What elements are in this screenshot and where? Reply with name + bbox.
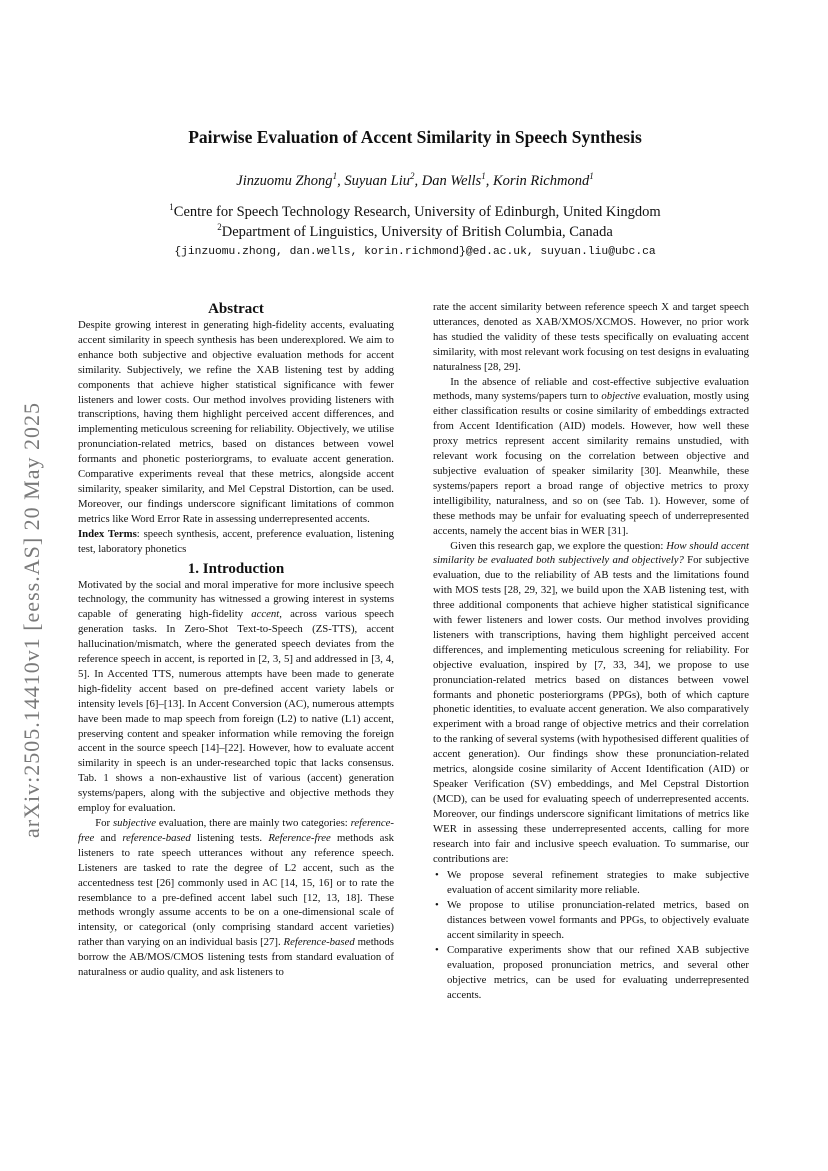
right-column [433,300,749,1003]
author: Dan Wells [421,173,482,189]
list-item-text: We propose several refinement strategies to make subjective evaluation of accent similarity more reliable. [447,869,749,897]
intro-paragraph [78,816,394,980]
text-run: Motivated by the social and moral imperative for more inclusive speech technology, the community has witnessed a growing interest in systems capable of generating high-fidelity [78,578,394,621]
text-run: evaluation, mostly using either classification results or cosine similarity of embeddings extracted from Accent Identification (AID) models. However, how well these proxy metrics represent accent similarity remains unstudied, with relevant work focusing on the correlation between objective and subjective evaluation of speaker similarity [30]. Meanwhile, these systems/papers report a broad range of objective metrics to proxy intelligibility, naturalness, and so on (see Tab. 1). However, some of these methods may be unfair for evaluating speech of underrepresented accents, namely the accent bias in WER [31]. [433,390,750,537]
paper-title: Pairwise Evaluation of Accent Similarity in Speech Synthesis [188,127,642,147]
intro-paragraph: rate the accent similarity between reference speech X and target speech utterances, denoted as XAB/XMOS/XCMOS. However, no prior work has studied the validity of these tests specifically on evaluating accent similarity, with most relevant work focusing on test designs in evaluating naturalness [28, 29]. [433,301,749,373]
list-item [433,943,749,1003]
affiliations [80,202,750,242]
author-affil-mark: 1 [332,171,338,182]
index-terms-label: Index Terms [78,527,137,540]
emphasis: reference-free [78,817,394,844]
author-list [80,172,750,190]
text-run: In the absence of reliable and cost-effective subjective evaluation methods, many systems/papers turn to [433,375,749,403]
text-run: listening tests. [190,831,269,844]
author-separator: , [414,173,422,189]
index-terms-text: : speech synthesis, accent, preference evaluation, listening test, laboratory phonetics [78,527,394,555]
author-separator: , [337,173,345,189]
abstract-text: Despite growing interest in generating high-fidelity accents, evaluating accent similarity in speech synthesis has been underexplored. We aim to enhance both subjective and objective evaluation methods for accent similarity. Subjectively, we refine the XAB listening test by adding components that achieve higher statistical significance with fewer listeners and lower costs. Our method involves providing listeners with transcriptions, having them highlight perceived accent differences, and implementing meticulous screening for reliability. Objectively, we utilise pronunciation-related metrics, based on distances between vowel formants and phonetic posteriorgrams, to evaluate accent generation. Comparative experiments reveal that these metrics, alongside accent similarity, speaker similarity, and Mel Cepstral Distortion, can be used. Moreover, our findings underscore significant limitations of common metrics like Word Error Rate in assessing underrepresented accents. [78,319,394,525]
author-emails: {jinzuomu.zhong, dan.wells, korin.richmond}@ed.ac.uk, suyuan.liu@ubc.ca [174,246,656,258]
author: Jinzuomu Zhong [236,173,333,189]
author: Suyuan Liu [344,173,410,189]
text-run: evaluation, there are mainly two categories: [155,817,351,829]
abstract-heading: Abstract [208,301,264,317]
author: Korin Richmond [492,173,590,189]
list-item-text: We propose to utilise pronunciation-related metrics, based on distances between vowel formants and PPGs, to objectively evaluate accent similarity in speech. [447,899,749,942]
emphasis: subjective [112,817,156,829]
text-run: methods ask listeners to rate speech utterances without any reference speech. Listeners are tasked to rate the degree of L2 accent, such as the accentedness test [26] commonly used in AC [14, 15, 16] or to rate the resemblance to a pre-defined accent label such [12, 13, 18]. These methods wrongly assume accents to be on a one-dimensional scale of intensity, or categorical (only comprising standard accent varieties) rather than varying on an individual basis [27]. [78,831,395,949]
intro-heading: 1. Introduction [187,560,285,577]
emphasis: accent [251,608,280,621]
affiliation [80,222,750,242]
list-item [433,868,749,898]
intro-paragraph [433,539,749,867]
intro-paragraph [433,375,749,539]
emphasis: How should accent similarity be evaluated both subjectively and objectively? [433,539,749,567]
arxiv-sidebar [14,350,50,890]
emphasis: objective [601,390,641,403]
bullet-icon: • [435,899,439,912]
bullet-icon: • [435,869,439,882]
text-run: For subjective evaluation, due to the reliability of AB tests and the limitations found with MOS tests [28, 29, 32], we build upon the XAB listening test, with three additional components that achieve higher statistical significance with fewer listeners and lower costs. Our method involves providing listeners with transcriptions, having them highlight perceived accent differences, and implementing meticulous screening for reliability. For objective evaluation, inspired by [7, 33, 34], we propose to use pronunciation-related metrics based on distances between vowel formants and phonetic posteriorgrams (PPGs), both of which capture phonetic identities, to evaluate accent generation. We also comparatively experiment with a broad range of objective metrics and their correlation to the ranking of several systems (with hypothesised different qualities of accent generation). Our findings show these pronunciation-related metrics, alongside cosine similarity of Accent Identification (AID) or Speaker Verification (SV) embeddings, and Mel Cepstral Distortion (MCD), can be used for evaluating speech of underrepresented accents. Moreover, our findings underscore significant limitations of metrics like WER in assessing these underrepresented accents, calling for more research into fair and inclusive speech evaluation. To summarise, our contributions are: [433,554,749,865]
affiliation [80,202,750,222]
text-run: Given this research gap, we explore the question: [450,539,667,552]
author-affil-mark: 1 [589,171,594,182]
author-separator: , [485,173,493,189]
arxiv-identifier: arXiv:2505.14410v1 [eess.AS] 20 May 2025 [19,402,44,838]
text-run: For [95,817,113,829]
index-terms [78,527,394,557]
affiliation-text: Centre for Speech Technology Research, University of Edinburgh, United Kingdom [173,204,661,220]
text-run: and [94,831,123,844]
text-run: methods borrow the AB/MOS/CMOS listening tests from standard evaluation of naturalness or audio quality, and ask listeners to [78,936,394,979]
emphasis: Reference-free [268,831,331,844]
list-item [433,898,749,943]
intro-paragraph [78,578,394,817]
author-affil-mark: 1 [481,171,486,182]
text-run: , across various speech generation tasks. In Zero-Shot Text-to-Speech (ZS-TTS), accent hallucination/mismatch, where the generated speech deviates from the reference speech in accent, is reported in [2, 3, 5] and addressed in [3, 4, 5]. In Accented TTS, numerous attempts have been made to generate high-fidelity accent based on pre-defined accent variety labels or intensity levels [6]–[13]. In Accent Conversion (AC), numerous attempts have been made to map speech from foreign (L2) to native (L1) accent, preserving content and speaker information while removing the foreign accent in the source speech [14]–[22]. However, how to evaluate accent similarity in speech is an under-researched topic that lacks consensus. Tab. 1 shows a non-exhaustive list of various (accent) generation systems/papers, along with the subjective and objective methods they employ for evaluation. [78,608,394,815]
paper-header [80,126,750,260]
contributions-list [433,868,749,1002]
emphasis: reference-based [122,831,191,844]
affiliation-mark: 2 [217,222,222,233]
bullet-icon: • [435,943,439,956]
affiliation-mark: 1 [169,202,174,213]
emphasis: Reference-based [283,936,355,949]
author-affil-mark: 2 [409,171,415,182]
list-item-text: Comparative experiments show that our refined XAB subjective evaluation, proposed pronunciation metrics, and several other objective metrics, can be used for evaluating underrepresented accents. [447,943,749,1001]
left-column [78,300,394,980]
affiliation-text: Department of Linguistics, University of British Columbia, Canada [221,224,613,240]
